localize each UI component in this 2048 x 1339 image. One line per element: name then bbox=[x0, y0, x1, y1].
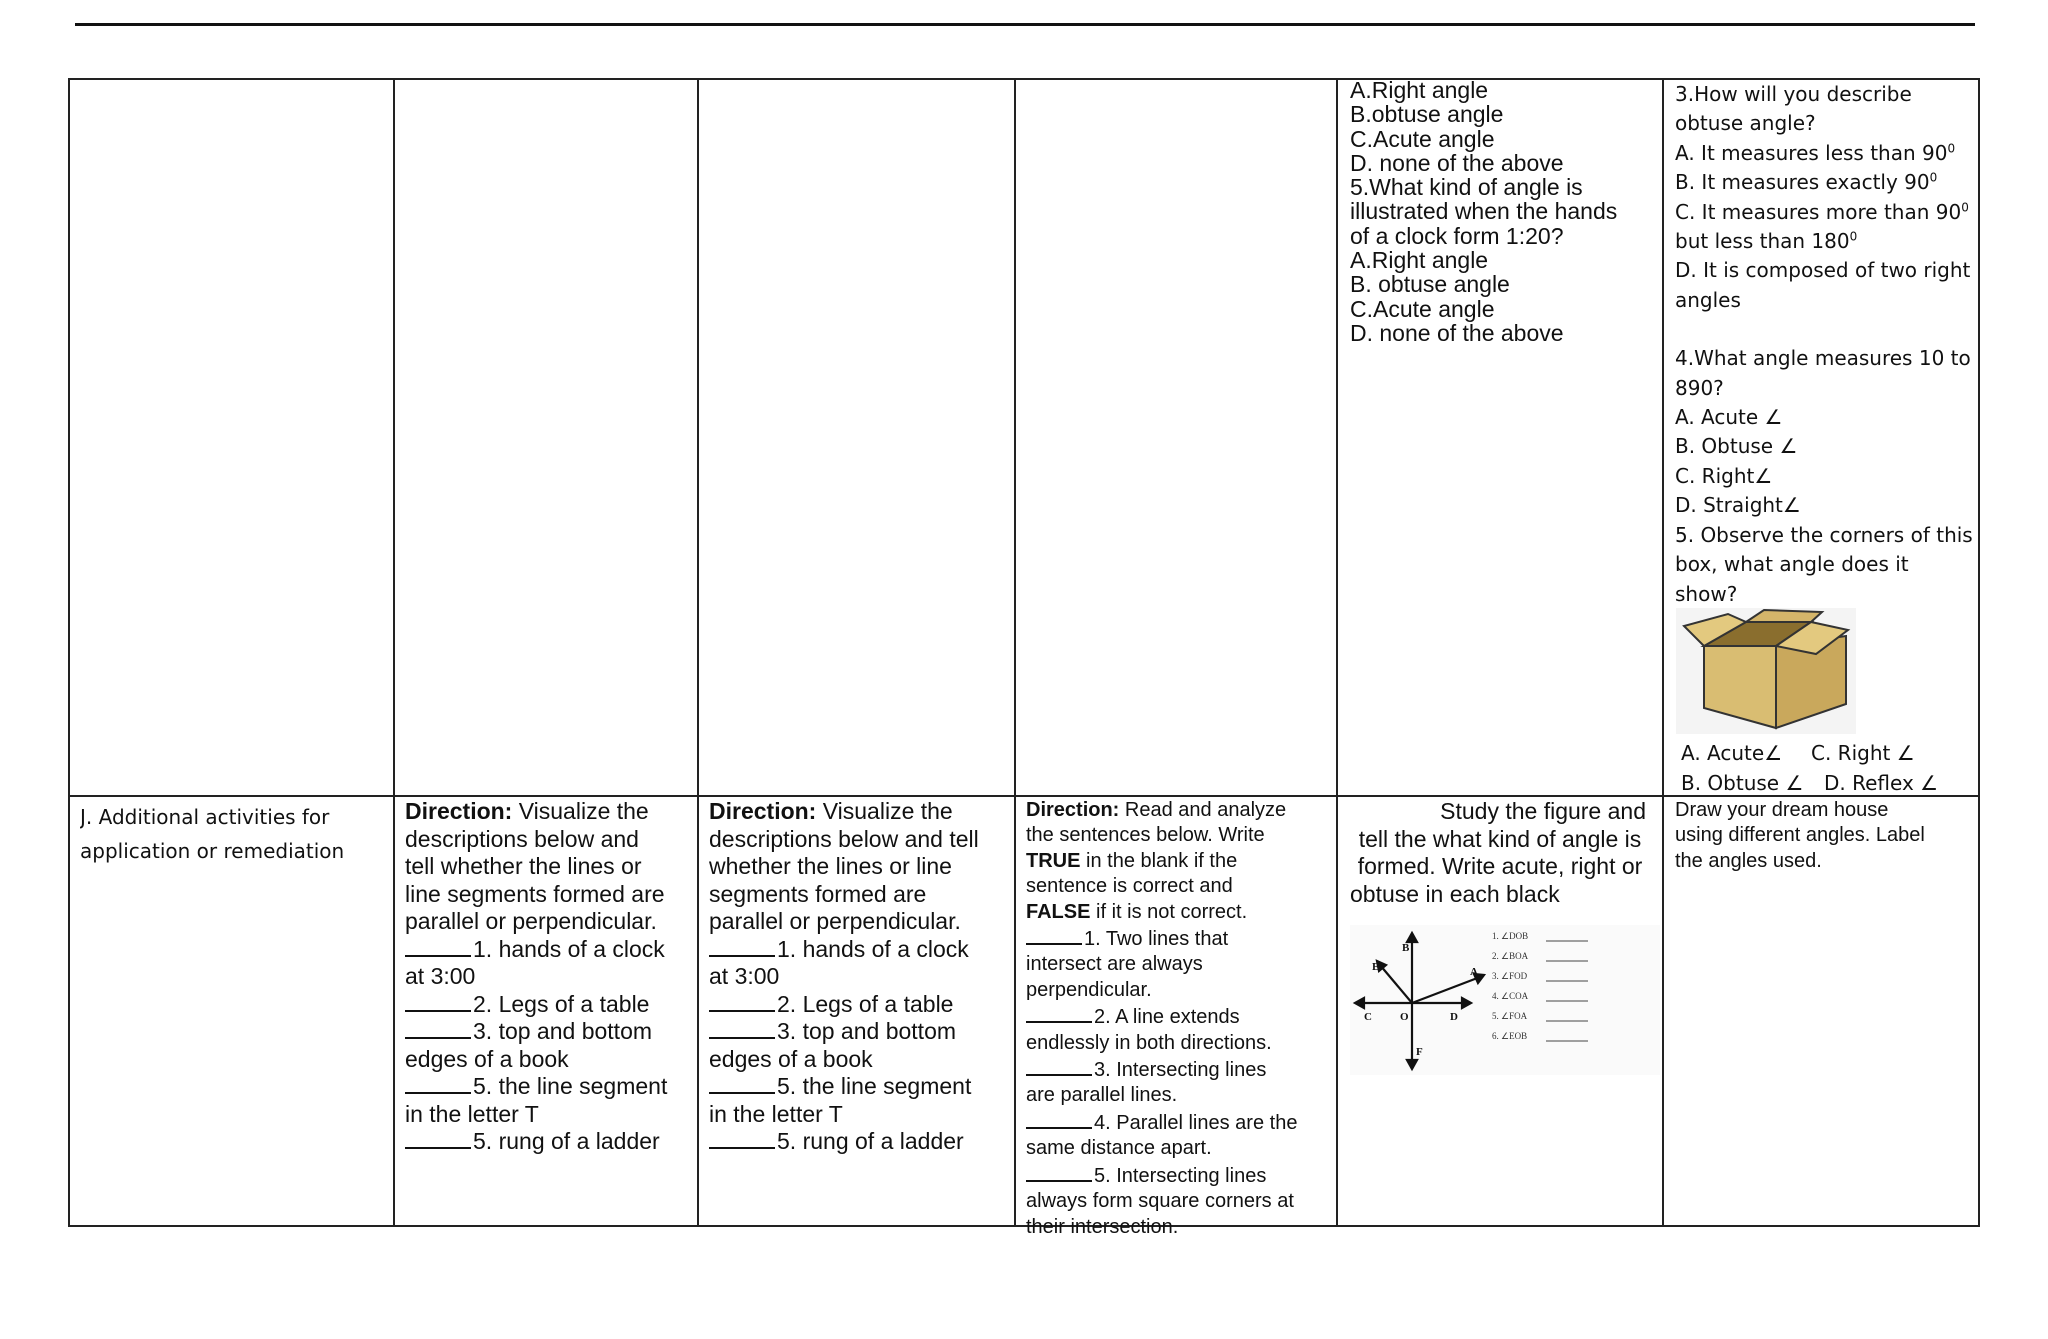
q3-line: obtuse angle? bbox=[1675, 111, 1816, 136]
col-border-5 bbox=[1336, 78, 1338, 1227]
spacer bbox=[1675, 315, 1975, 344]
q4-option: B. Obtuse ∠ bbox=[1675, 434, 1798, 459]
header-rule bbox=[75, 23, 1975, 26]
direction-label: Direction: bbox=[1026, 799, 1120, 821]
angle-figure bbox=[1350, 925, 1660, 1075]
tf-item-3: 3. Intersecting lines bbox=[1026, 1056, 1332, 1083]
answer-blank[interactable] bbox=[709, 1074, 775, 1094]
direction-line: tell whether the lines or bbox=[405, 853, 642, 879]
direction-line: whether the lines or line bbox=[709, 853, 952, 879]
tf-item-5: 5. Intersecting lines bbox=[1026, 1162, 1332, 1189]
activity-line: Draw your dream house bbox=[1675, 799, 1889, 821]
figure-list-item: 4. ∠COA bbox=[1492, 991, 1529, 1001]
tf-item-4-cont: same distance apart. bbox=[1026, 1137, 1212, 1160]
item-2: 2. Legs of a table bbox=[709, 991, 1012, 1019]
item-1-cont: at 3:00 bbox=[709, 963, 780, 989]
tf-item-4: 4. Parallel lines are the bbox=[1026, 1109, 1332, 1136]
col-border-2 bbox=[393, 78, 395, 1227]
instruction-line: obtuse in each black bbox=[1350, 880, 1560, 907]
tf-item-2: 2. A line extends bbox=[1026, 1003, 1332, 1030]
bottom-col4-true-false: Direction: Read and analyze the sentences below. Write TRUE in the blank if the sentence is correct and FALSE if it is not correct. 1. Two lines that intersect are always perpendicular. 2. A line extends endlessly in both directions. 3. Intersecting lines are parallel lines. 4. Parallel lines are the same distance apart. 5. Intersecting lines always form square corners at their intersection. bbox=[1026, 798, 1332, 1240]
item-2: 2. Legs of a table bbox=[405, 991, 695, 1019]
answer-blank[interactable] bbox=[1026, 925, 1082, 945]
direction-label: Direction: bbox=[405, 798, 513, 824]
q5-option-d: D. Reflex ∠ bbox=[1824, 771, 1939, 795]
direction-line: descriptions below and tell bbox=[709, 825, 979, 852]
row-label-line: J. Additional activities for bbox=[80, 805, 330, 829]
q4-line: 890? bbox=[1675, 375, 1724, 400]
bottom-col2-activity: Direction: Visualize the descriptions below and tell whether the lines or line segments formed are parallel or perpendicular. 1. hands of a clock at 3:00 2. Legs of a table 3. top and bottom edges of a book 5. the line segment in the letter T 5. rung of a ladder bbox=[405, 798, 695, 1156]
col-border-6 bbox=[1662, 78, 1664, 1227]
instruction-line: Study the figure and bbox=[1440, 798, 1646, 824]
answer-blank[interactable] bbox=[709, 1129, 775, 1149]
answer-blank[interactable] bbox=[709, 937, 775, 957]
q3-option-a: A. It measures less than $90^0$ bbox=[1675, 140, 1956, 165]
point-d-label: D bbox=[1450, 1011, 1458, 1023]
table-bottom-border bbox=[68, 1225, 1980, 1227]
figure-list-item: 1. ∠DOB bbox=[1492, 931, 1529, 941]
q4-option: A. Acute ∠ bbox=[1675, 405, 1783, 430]
quiz-line: A.Right angle bbox=[1350, 247, 1489, 274]
q3-option-c: C. It measures more than $90^0$ bbox=[1675, 199, 1969, 224]
answer-blank[interactable] bbox=[709, 992, 775, 1012]
figure-list-item: 6. ∠EOB bbox=[1492, 1031, 1528, 1041]
q5-line: box, what angle does it bbox=[1675, 552, 1909, 577]
q5-line: 5. Observe the corners of this bbox=[1675, 522, 1973, 547]
answer-blank[interactable] bbox=[405, 992, 471, 1012]
answer-blank[interactable] bbox=[1026, 1056, 1092, 1076]
bottom-col5-instructions bbox=[1340, 798, 1660, 908]
quiz-line: C.Acute angle bbox=[1350, 295, 1495, 322]
answer-blank[interactable] bbox=[405, 1074, 471, 1094]
direction-line: the sentences below. Write bbox=[1026, 824, 1265, 847]
row-label-j bbox=[80, 800, 390, 868]
point-a-label: A bbox=[1470, 966, 1478, 978]
q3-line: 3.How will you describe bbox=[1675, 82, 1912, 106]
item-5: 5. rung of a ladder bbox=[709, 1128, 1012, 1156]
instruction-line: formed. Write acute, right or bbox=[1357, 853, 1643, 879]
point-o-label: O bbox=[1400, 1011, 1409, 1023]
col-border-7 bbox=[1978, 78, 1980, 1227]
item-3: 3. top and bottom bbox=[709, 1018, 1012, 1046]
activity-line: the angles used. bbox=[1675, 849, 1822, 872]
tf-item-1-cont: perpendicular. bbox=[1026, 978, 1152, 1001]
answer-blank[interactable] bbox=[1026, 1109, 1092, 1129]
direction-line: segments formed are bbox=[709, 880, 927, 907]
item-3-cont: edges of a book bbox=[709, 1045, 873, 1072]
figure-list-item: 2. ∠BOA bbox=[1492, 951, 1529, 961]
bottom-col3-activity: Direction: Visualize the descriptions below and tell whether the lines or line segments formed are parallel or perpendicular. 1. hands of a clock at 3:00 2. Legs of a table 3. top and bottom edges of a book 5. the line segment in the letter T 5. rung of a ladder bbox=[709, 798, 1012, 1156]
quiz-line: B.obtuse angle bbox=[1350, 101, 1504, 128]
q5-options bbox=[1681, 738, 1976, 798]
direction-line: parallel or perpendicular. bbox=[709, 908, 961, 934]
top-col5-quiz bbox=[1350, 78, 1660, 345]
item-4-cont: in the letter T bbox=[405, 1100, 539, 1127]
tf-item-5-cont: always form square corners at bbox=[1026, 1190, 1294, 1213]
item-1: 1. hands of a clock bbox=[405, 936, 695, 964]
q5-option-a: A. Acute∠ bbox=[1681, 741, 1783, 765]
quiz-line: illustrated when the hands bbox=[1350, 198, 1618, 225]
direction-label: Direction: bbox=[709, 798, 817, 824]
col-border-3 bbox=[697, 78, 699, 1227]
q3-option-d: D. It is composed of two right bbox=[1675, 258, 1971, 283]
item-4: 5. the line segment bbox=[709, 1073, 1012, 1101]
tf-item-3-cont: are parallel lines. bbox=[1026, 1084, 1178, 1107]
q4-line: 4.What angle measures 10 to bbox=[1675, 346, 1971, 371]
false-keyword: FALSE bbox=[1026, 900, 1091, 923]
item-4-cont: in the letter T bbox=[709, 1100, 843, 1127]
q4-option: D. Straight∠ bbox=[1675, 493, 1801, 518]
quiz-line: A.Right angle bbox=[1350, 78, 1489, 103]
col-border-4 bbox=[1014, 78, 1016, 1227]
q3-option-b: B. It measures exactly $90^0$ bbox=[1675, 170, 1938, 195]
item-1-cont: at 3:00 bbox=[405, 963, 476, 989]
quiz-line: D. none of the above bbox=[1350, 149, 1564, 176]
point-b-label: B bbox=[1402, 942, 1410, 954]
quiz-line: B. obtuse angle bbox=[1350, 271, 1510, 298]
top-col6-quiz bbox=[1675, 80, 1975, 609]
item-4: 5. the line segment bbox=[405, 1073, 695, 1101]
quiz-line: 5.What kind of angle is bbox=[1350, 174, 1583, 201]
q4-option: C. Right∠ bbox=[1675, 463, 1773, 488]
tf-item-1-cont: intersect are always bbox=[1026, 953, 1203, 976]
quiz-line: C.Acute angle bbox=[1350, 125, 1495, 152]
col-border-1 bbox=[68, 78, 70, 1227]
tf-item-2-cont: endlessly in both directions. bbox=[1026, 1031, 1272, 1054]
tf-item-1: 1. Two lines that bbox=[1026, 925, 1332, 952]
figure-list-item: 3. ∠FOD bbox=[1492, 971, 1528, 981]
true-keyword: TRUE bbox=[1026, 849, 1081, 872]
answer-blank[interactable] bbox=[1026, 1162, 1092, 1182]
point-c-label: C bbox=[1364, 1011, 1372, 1023]
tf-item-5-cont: their intersection. bbox=[1026, 1215, 1179, 1238]
q3-option-d-cont: angles bbox=[1675, 287, 1741, 312]
point-f-label: F bbox=[1416, 1046, 1423, 1058]
direction-line: sentence is correct and bbox=[1026, 875, 1233, 898]
point-e-label: E bbox=[1372, 961, 1380, 973]
direction-line: line segments formed are bbox=[405, 880, 665, 907]
row-label-line: application or remediation bbox=[80, 839, 345, 863]
item-1: 1. hands of a clock bbox=[709, 936, 1012, 964]
item-3: 3. top and bottom bbox=[405, 1018, 695, 1046]
q3-option-c-cont: but less than $180^0$ bbox=[1675, 229, 1858, 254]
answer-blank[interactable] bbox=[405, 1019, 471, 1039]
q5-option-c: C. Right ∠ bbox=[1811, 741, 1915, 765]
q5-option-b: B. Obtuse ∠ bbox=[1681, 771, 1804, 795]
q5-line: show? bbox=[1675, 581, 1738, 606]
answer-blank[interactable] bbox=[405, 1129, 471, 1149]
bottom-col6-activity bbox=[1675, 798, 1975, 874]
direction-line: descriptions below and bbox=[405, 825, 639, 852]
answer-blank[interactable] bbox=[709, 1019, 775, 1039]
item-3-cont: edges of a book bbox=[405, 1045, 569, 1072]
answer-blank[interactable] bbox=[1026, 1003, 1092, 1023]
activity-line: using different angles. Label bbox=[1675, 824, 1925, 847]
figure-list-item: 5. ∠FOA bbox=[1492, 1011, 1528, 1021]
cardboard-box-image bbox=[1676, 608, 1856, 734]
answer-blank[interactable] bbox=[405, 937, 471, 957]
item-5: 5. rung of a ladder bbox=[405, 1128, 695, 1156]
direction-line: parallel or perpendicular. bbox=[405, 908, 657, 934]
instruction-line: tell the what kind of angle is bbox=[1358, 825, 1642, 852]
quiz-line: of a clock form 1:20? bbox=[1350, 222, 1564, 249]
quiz-line: D. none of the above bbox=[1350, 319, 1564, 346]
